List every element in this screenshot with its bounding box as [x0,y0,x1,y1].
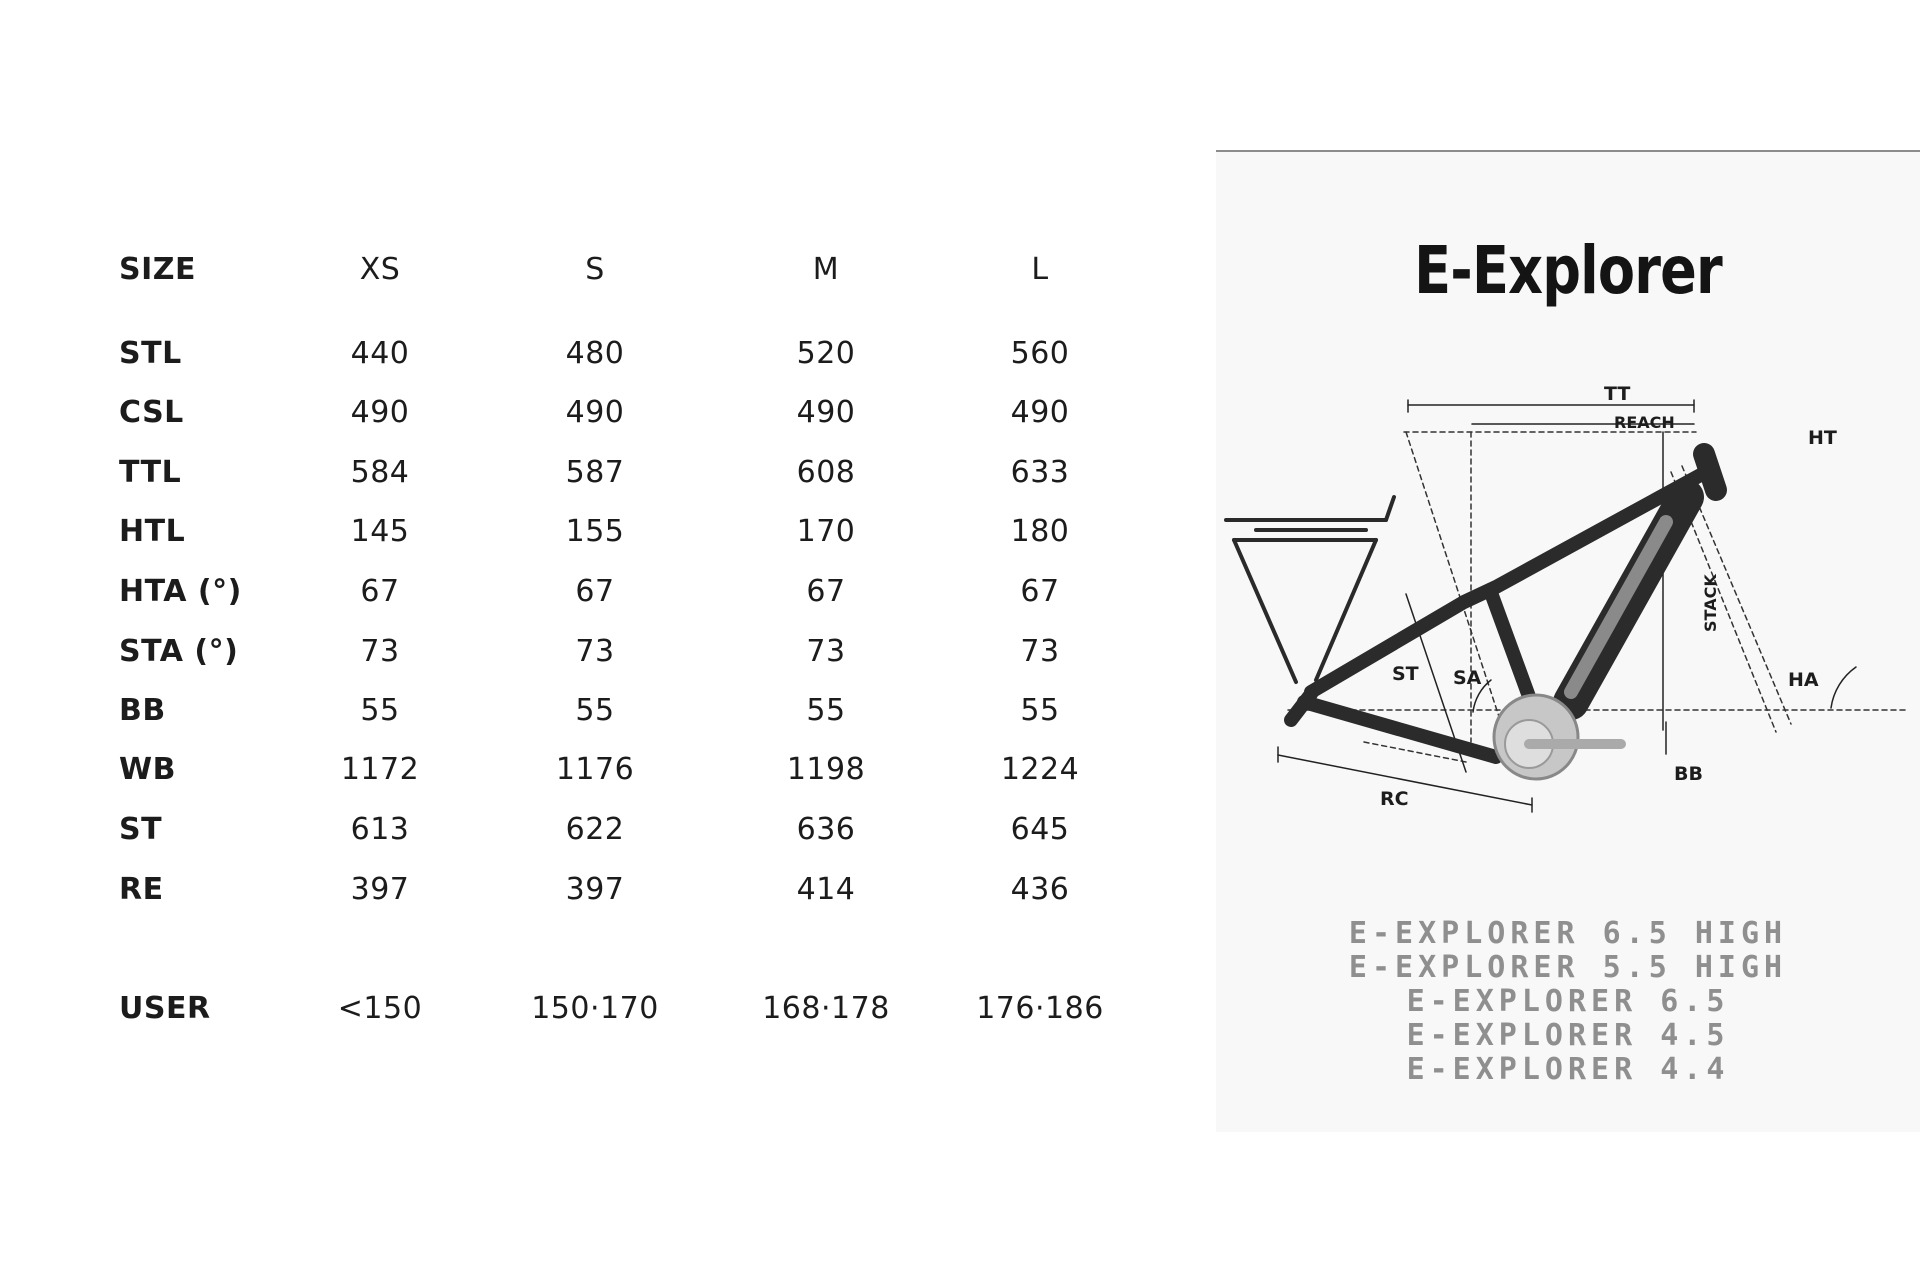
table-cell: 168·178 [762,991,890,1026]
table-cell: 397 [350,872,410,907]
table-cell: 67 [360,574,400,609]
model-item: E-EXPLORER 4.5 [1406,1018,1730,1053]
table-cell: 145 [350,514,410,549]
table-cell: 55 [360,693,400,728]
model-item: E-EXPLORER 5.5 HIGH [1348,950,1788,985]
label-rc: RC [1380,788,1409,810]
table-cell: 55 [806,693,846,728]
size-column-l: L [1031,252,1049,287]
row-label-stl: STL [119,336,182,371]
table-cell: 480 [565,336,625,371]
table-cell: 180 [1010,514,1070,549]
table-cell: 608 [796,455,856,490]
size-column-m: M [812,252,840,287]
model-title: E-Explorer [1414,232,1722,309]
table-cell: 490 [350,395,410,430]
table-cell: 67 [1020,574,1060,609]
table-cell: 73 [806,634,846,669]
table-cell: 490 [1010,395,1070,430]
table-cell: 1172 [340,752,420,787]
table-cell: 397 [565,872,625,907]
table-cell: 645 [1010,812,1070,847]
table-cell: 636 [796,812,856,847]
table-cell: 176·186 [976,991,1104,1026]
label-sa: SA [1453,667,1482,689]
label-tt: TT [1604,383,1631,405]
model-panel [1216,150,1920,1132]
table-cell: 67 [806,574,846,609]
table-cell: 1198 [786,752,866,787]
label-reach: REACH [1614,413,1675,432]
label-stack: STACK [1701,574,1720,632]
table-cell: 55 [1020,693,1060,728]
table-cell: 622 [565,812,625,847]
model-item: E-EXPLORER 6.5 HIGH [1348,916,1788,951]
row-label-bb: BB [119,693,166,728]
table-cell: 584 [350,455,410,490]
table-cell: 73 [360,634,400,669]
row-label-wb: WB [119,752,176,787]
battery [1571,522,1666,692]
table-cell: 73 [1020,634,1060,669]
size-column-xs: XS [359,252,401,287]
table-cell: 170 [796,514,856,549]
model-item: E-EXPLORER 4.4 [1406,1052,1730,1087]
table-cell: 587 [565,455,625,490]
dimension-lines [1288,432,1906,762]
table-cell: 1176 [555,752,635,787]
row-label-re: RE [119,872,164,907]
table-cell: 613 [350,812,410,847]
model-list [1216,917,1920,1087]
row-label-htl: HTL [119,514,186,549]
label-ht: HT [1808,427,1837,449]
table-cell: 490 [565,395,625,430]
row-label-hta: HTA (°) [119,574,242,609]
table-cell: 1224 [1000,752,1080,787]
label-st: ST [1392,663,1419,685]
row-label-sta: STA (°) [119,634,239,669]
table-cell: 520 [796,336,856,371]
size-column-s: S [585,252,605,287]
table-cell: 150·170 [531,991,659,1026]
size-header-label: SIZE [119,252,197,287]
table-cell: 490 [796,395,856,430]
label-bb: BB [1674,763,1703,785]
frame-geometry-diagram [1216,362,1920,882]
label-ha: HA [1788,669,1819,691]
table-cell: 55 [575,693,615,728]
model-item: E-EXPLORER 6.5 [1406,984,1730,1019]
table-cell: 633 [1010,455,1070,490]
table-cell: <150 [337,991,423,1026]
table-cell: 440 [350,336,410,371]
table-cell: 67 [575,574,615,609]
table-cell: 436 [1010,872,1070,907]
row-label-st: ST [119,812,163,847]
table-cell: 414 [796,872,856,907]
table-cell: 73 [575,634,615,669]
row-label-ttl: TTL [119,455,182,490]
table-cell: 155 [565,514,625,549]
row-label-user: USER [119,991,211,1026]
row-label-csl: CSL [119,395,184,430]
table-cell: 560 [1010,336,1070,371]
head-tube [1704,454,1716,490]
